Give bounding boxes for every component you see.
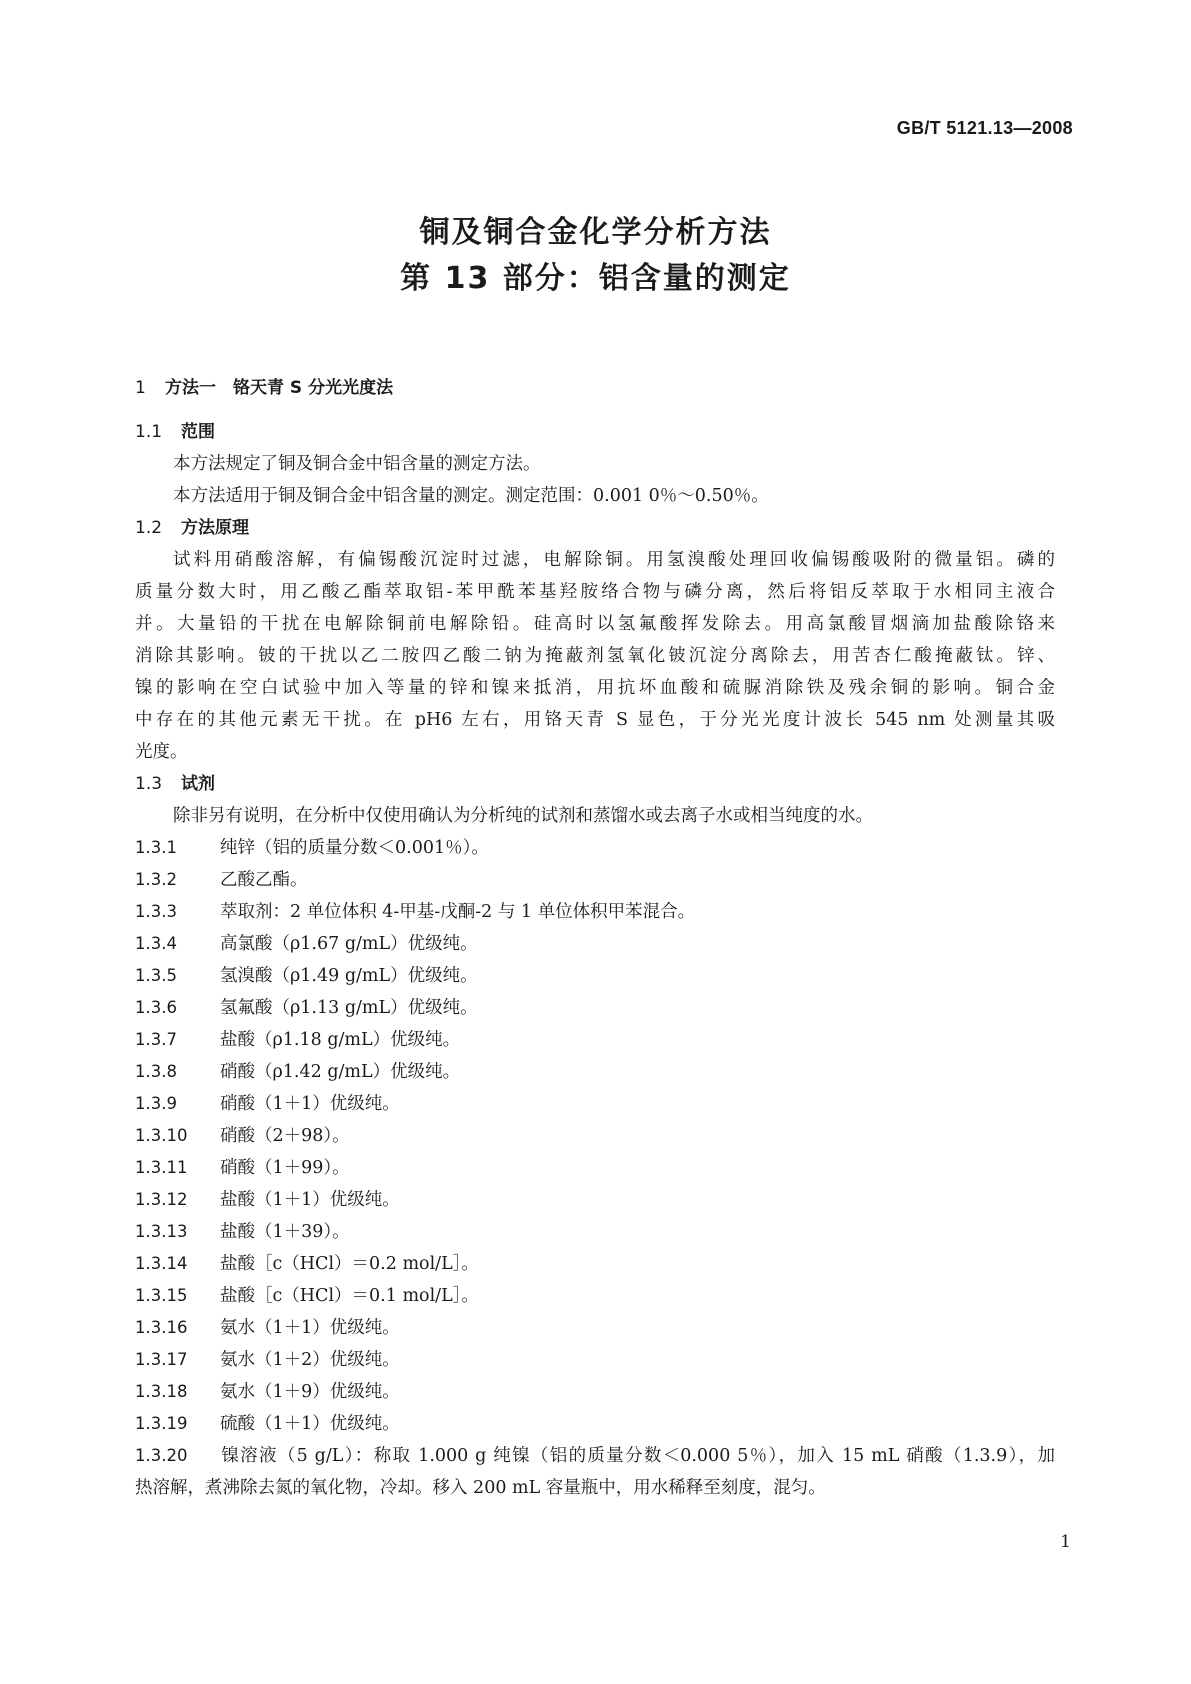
section-title: 方法原理 <box>181 518 249 538</box>
standard-code: GB/T 5121.13—2008 <box>896 118 1073 138</box>
reagent-list <box>135 832 1055 1440</box>
list-item <box>135 1152 1055 1184</box>
paragraph: 本方法规定了铜及铜合金中铝含量的测定方法。 <box>173 454 541 474</box>
item-number: 1.3.12 <box>135 1190 188 1209</box>
paragraph-line: 光度。 <box>135 742 188 762</box>
list-item <box>135 960 1055 992</box>
item-text: 硝酸（2＋98）。 <box>220 1126 350 1146</box>
list-item <box>135 1376 1055 1408</box>
item-text: 盐酸［c（HCl）＝0.2 mol/L］。 <box>220 1254 479 1274</box>
item-number: 1.3.20 <box>135 1446 188 1465</box>
item-number: 1.3.10 <box>135 1126 188 1145</box>
list-item <box>135 1088 1055 1120</box>
item-text: 萃取剂：2 单位体积 4-甲基-戊酮-2 与 1 单位体积甲苯混合。 <box>220 902 696 922</box>
list-item <box>135 1184 1055 1216</box>
item-text: 氢氟酸（ρ1.13 g/mL）优级纯。 <box>220 998 478 1018</box>
item-number: 1.3.1 <box>135 838 177 857</box>
section-1-1-heading <box>135 416 1055 448</box>
item-number: 1.3.15 <box>135 1286 188 1305</box>
principle-paragraph <box>135 544 1055 768</box>
section-title: 试剂 <box>181 774 215 794</box>
section-1-3-heading <box>135 768 1055 800</box>
list-item <box>135 1408 1055 1440</box>
section-number: 1 <box>135 378 146 398</box>
item-text: 盐酸（1＋1）优级纯。 <box>220 1190 400 1210</box>
list-item <box>135 1056 1055 1088</box>
item-text: 氨水（1＋2）优级纯。 <box>220 1350 400 1370</box>
item-number: 1.3.5 <box>135 966 177 985</box>
item-text: 盐酸（ρ1.18 g/mL）优级纯。 <box>220 1030 461 1050</box>
list-item <box>135 1440 1055 1472</box>
list-item <box>135 928 1055 960</box>
section-number: 1.1 <box>135 422 163 442</box>
item-text: 氨水（1＋1）优级纯。 <box>220 1318 400 1338</box>
item-number: 1.3.2 <box>135 870 177 889</box>
item-number: 1.3.9 <box>135 1094 177 1113</box>
paragraph-line: 消除其影响。铍的干扰以乙二胺四乙酸二钠为掩蔽剂氢氧化铍沉淀分离除去，用苦杏仁酸掩蔽钛。锌、 <box>135 646 1055 666</box>
section-1-heading <box>135 372 1055 404</box>
paragraph-line: 并。大量铅的干扰在电解除铜前电解除铅。硅高时以氢氟酸挥发除去。用高氯酸冒烟滴加盐酸除铬来 <box>135 614 1055 634</box>
document-body <box>135 372 1055 1504</box>
item-text: 硫酸（1＋1）优级纯。 <box>220 1414 400 1434</box>
list-item <box>135 1216 1055 1248</box>
item-text: 乙酸乙酯。 <box>220 870 308 890</box>
title-line-1: 铜及铜合金化学分析方法 <box>419 215 772 250</box>
item-text: 盐酸［c（HCl）＝0.1 mol/L］。 <box>220 1286 479 1306</box>
item-number: 1.3.18 <box>135 1382 188 1401</box>
list-item <box>135 1248 1055 1280</box>
item-number: 1.3.7 <box>135 1030 177 1049</box>
item-text: 硝酸（1＋99）。 <box>220 1158 350 1178</box>
item-number: 1.3.6 <box>135 998 177 1017</box>
item-number: 1.3.13 <box>135 1222 188 1241</box>
paragraph: 除非另有说明，在分析中仅使用确认为分析纯的试剂和蒸馏水或去离子水或相当纯度的水。 <box>173 806 873 826</box>
item-number: 1.3.17 <box>135 1350 188 1369</box>
paragraph-line: 质量分数大时，用乙酸乙酯萃取铝-苯甲酰苯基羟胺络合物与磷分离，然后将铝反萃取于水相同主液合 <box>135 582 1055 602</box>
list-item <box>135 1280 1055 1312</box>
paragraph-line: 试料用硝酸溶解，有偏锡酸沉淀时过滤，电解除铜。用氢溴酸处理回收偏锡酸吸附的微量铝。磷的 <box>173 550 1055 570</box>
item-text: 氨水（1＋9）优级纯。 <box>220 1382 400 1402</box>
paragraph: 本方法适用于铜及铜合金中铝含量的测定。测定范围：0.001 0％～0.50％。 <box>173 486 769 506</box>
item-number: 1.3.19 <box>135 1414 188 1433</box>
item-text: 盐酸（1＋39）。 <box>220 1222 350 1242</box>
item-number: 1.3.16 <box>135 1318 188 1337</box>
item-number: 1.3.4 <box>135 934 177 953</box>
item-text: 硝酸（ρ1.42 g/mL）优级纯。 <box>220 1062 461 1082</box>
item-text: 高氯酸（ρ1.67 g/mL）优级纯。 <box>220 934 478 954</box>
title-line-2: 第 13 部分：铝含量的测定 <box>400 261 791 296</box>
section-title: 范围 <box>181 422 215 442</box>
item-number: 1.3.11 <box>135 1158 188 1177</box>
list-item <box>135 832 1055 864</box>
item-number: 1.3.3 <box>135 902 177 921</box>
paragraph-line: 中存在的其他元素无干扰。在 pH6 左右，用铬天青 S 显色，于分光光度计波长 545 nm 处测量其吸 <box>135 710 1055 730</box>
section-number: 1.2 <box>135 518 163 538</box>
list-item <box>135 864 1055 896</box>
list-item-continuation: 热溶解，煮沸除去氮的氧化物，冷却。移入 200 mL 容量瓶中，用水稀释至刻度，混匀。 <box>135 1478 826 1498</box>
list-item <box>135 1024 1055 1056</box>
item-text: 纯锌（铝的质量分数＜0.001％）。 <box>220 838 489 858</box>
list-item <box>135 1344 1055 1376</box>
list-item <box>135 992 1055 1024</box>
item-number: 1.3.8 <box>135 1062 177 1081</box>
item-text: 氢溴酸（ρ1.49 g/mL）优级纯。 <box>220 966 478 986</box>
item-text: 硝酸（1＋1）优级纯。 <box>220 1094 400 1114</box>
item-number: 1.3.14 <box>135 1254 188 1273</box>
section-title: 方法一 铬天青 S 分光光度法 <box>165 378 394 398</box>
document-title <box>0 210 1191 302</box>
page-number: 1 <box>1060 1532 1071 1552</box>
list-item <box>135 1120 1055 1152</box>
section-number: 1.3 <box>135 774 163 794</box>
paragraph-line: 镍的影响在空白试验中加入等量的锌和镍来抵消，用抗坏血酸和硫脲消除铁及残余铜的影响。铜合金 <box>135 678 1055 698</box>
item-text: 镍溶液（5 g/L）：称取 1.000 g 纯镍（铝的质量分数＜0.000 5％），加入 15 mL 硝酸（1.3.9），加 <box>220 1446 1055 1466</box>
list-item <box>135 1312 1055 1344</box>
section-1-2-heading <box>135 512 1055 544</box>
list-item <box>135 896 1055 928</box>
